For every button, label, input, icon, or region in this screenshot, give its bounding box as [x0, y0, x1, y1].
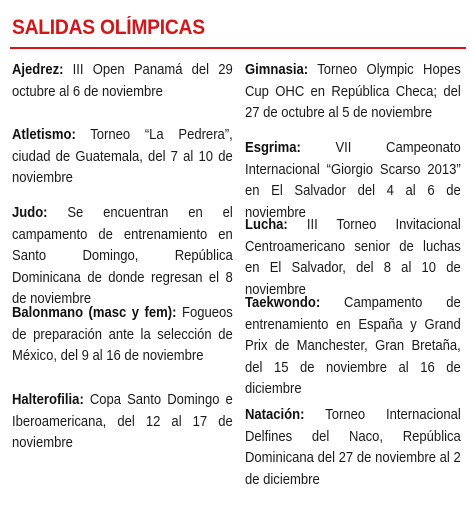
box-title: SALIDAS OLÍMPICAS — [12, 16, 205, 39]
entry-lucha — [245, 215, 461, 301]
sport-name: Judo: — [12, 205, 48, 221]
entry-text: Torneo “La Pedrera”, ciudad de Guatemala, del 7 al 10 de noviembre — [12, 127, 233, 186]
sport-name: Natación: — [245, 407, 305, 423]
sport-name: Atletismo: — [12, 127, 76, 143]
sidebar-box — [4, 4, 464, 507]
entry-halterofilia — [12, 390, 233, 455]
sport-name: Halterofilia: — [12, 392, 84, 408]
entry-judo — [12, 203, 233, 311]
entry-atletismo — [12, 125, 233, 190]
entry-gimnasia — [245, 60, 461, 125]
sport-name: Esgrima: — [245, 140, 301, 156]
entry-balonmano — [12, 303, 233, 368]
entry-text: III Torneo Invitacional Centroamericano senior de luchas en El Salvador, del 8 al 10 de noviembre — [245, 217, 461, 298]
title-divider — [10, 47, 466, 49]
entry-text: III Open Panamá del 29 octubre al 6 de noviembre — [12, 62, 233, 100]
entry-ajedrez — [12, 60, 233, 103]
sport-name: Gimnasia: — [245, 62, 309, 78]
sport-name: Balonmano (masc y fem): — [12, 305, 177, 321]
entry-text: Se encuentran en el campamento de entrenamiento en Santo Domingo, República Dominicana de donde regresan el 8 de noviembre — [12, 205, 233, 307]
entry-text: Fogueos de preparación ante la selección de México, del 9 al 16 de noviembre — [12, 305, 233, 364]
sport-name: Lucha: — [245, 217, 288, 233]
sport-name: Ajedrez: — [12, 62, 64, 78]
entry-esgrima — [245, 138, 461, 224]
sport-name: Taekwondo: — [245, 295, 321, 311]
entry-natacion — [245, 405, 461, 491]
entry-text: Torneo Olympic Hopes Cup OHC en República Checa; del 27 de octubre al 5 de noviembre — [245, 62, 461, 121]
entry-text: Copa Santo Domingo e Iberoamericana, del 12 al 17 de noviembre — [12, 392, 233, 451]
entry-taekwondo — [245, 293, 461, 401]
entry-text: Campamento de entrenamiento en España y Grand Prix de Manchester, Gran Bretaña, del 15 de noviembre al 16 de diciembre — [245, 295, 461, 397]
entry-text: VII Campeonato Internacional “Giorgio Scarso 2013” en El Salvador del 4 al 6 de noviembre — [245, 140, 461, 221]
entry-text: Torneo Internacional Delfines del Naco, República Dominicana del 27 de noviembre al 2 de diciembre — [245, 407, 461, 488]
